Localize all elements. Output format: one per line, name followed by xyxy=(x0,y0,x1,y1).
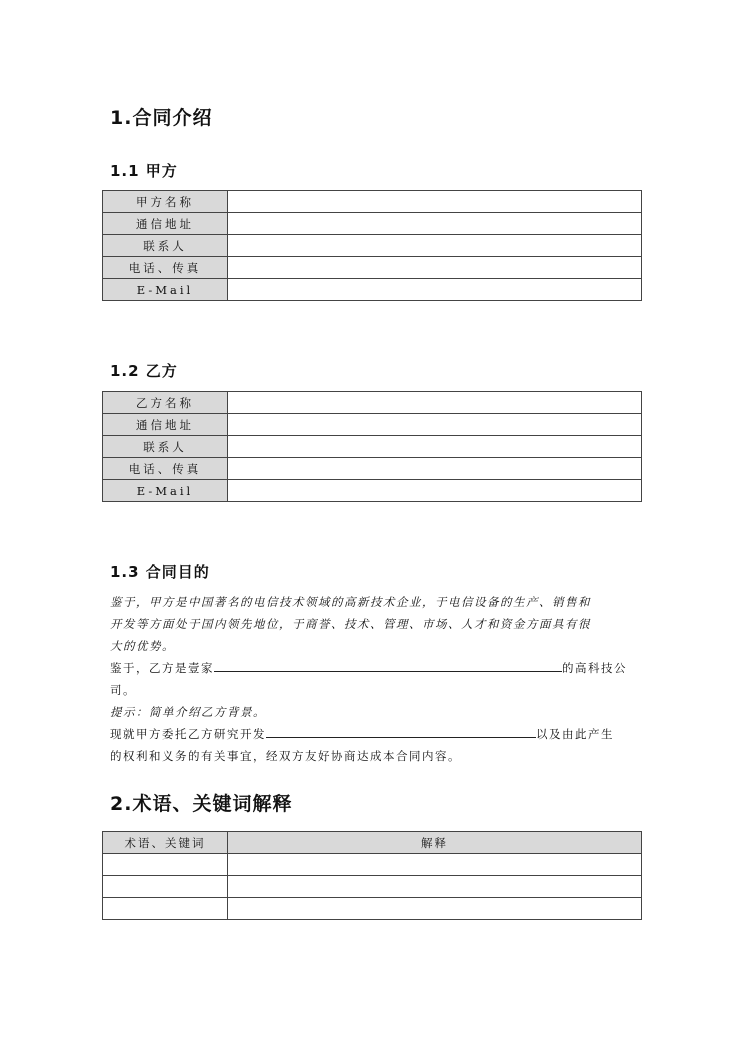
purpose-line-4-prefix: 鉴于，乙方是壹家 xyxy=(110,661,214,675)
party-a-value-contact[interactable] xyxy=(228,235,642,257)
party-b-value-email[interactable] xyxy=(228,480,642,502)
party-b-label-contact: 联系人 xyxy=(103,436,228,458)
terms-header-term: 术语、关键词 xyxy=(103,832,228,854)
section-2-title: 2.术语、关键词解释 xyxy=(110,793,293,815)
table-row xyxy=(103,876,642,898)
table-row xyxy=(103,480,642,502)
party-a-value-address[interactable] xyxy=(228,213,642,235)
party-a-value-name[interactable] xyxy=(228,191,642,213)
table-row xyxy=(103,191,642,213)
party-a-label-email: E-Mail xyxy=(103,279,228,301)
section-1-title: 1.合同介绍 xyxy=(110,107,213,129)
party-b-label-name: 乙方名称 xyxy=(103,392,228,414)
purpose-line-7-suffix: 以及由此产生 xyxy=(536,727,614,741)
party-a-label-phone: 电话、传真 xyxy=(103,257,228,279)
purpose-line-2: 开发等方面处于国内领先地位，于商誉、技术、管理、市场、人才和资金方面具有很 xyxy=(110,617,591,631)
terms-cell-term[interactable] xyxy=(103,876,228,898)
purpose-line-7-prefix: 现就甲方委托乙方研究开发 xyxy=(110,727,266,741)
party-b-label-address: 通信地址 xyxy=(103,414,228,436)
table-row xyxy=(103,436,642,458)
table-row xyxy=(103,458,642,480)
terms-header-explanation: 解释 xyxy=(228,832,642,854)
party-a-value-email[interactable] xyxy=(228,279,642,301)
table-header-row xyxy=(103,832,642,854)
terms-cell-term[interactable] xyxy=(103,898,228,920)
terms-cell-explanation[interactable] xyxy=(228,854,642,876)
table-row xyxy=(103,257,642,279)
project-blank[interactable] xyxy=(266,723,536,738)
purpose-line-4-suffix: 的高科技公 xyxy=(562,661,627,675)
table-row xyxy=(103,235,642,257)
terms-cell-explanation[interactable] xyxy=(228,876,642,898)
table-row xyxy=(103,392,642,414)
terms-cell-term[interactable] xyxy=(103,854,228,876)
table-row xyxy=(103,279,642,301)
table-row xyxy=(103,414,642,436)
party-a-label-name: 甲方名称 xyxy=(103,191,228,213)
purpose-hint: 提示：简单介绍乙方背景。 xyxy=(110,705,266,719)
section-1-3-title: 1.3 合同目的 xyxy=(110,563,210,581)
party-a-label-address: 通信地址 xyxy=(103,213,228,235)
purpose-line-1: 鉴于，甲方是中国著名的电信技术领域的高新技术企业，于电信设备的生产、销售和 xyxy=(110,595,591,609)
party-a-value-phone[interactable] xyxy=(228,257,642,279)
party-b-value-address[interactable] xyxy=(228,414,642,436)
party-b-value-phone[interactable] xyxy=(228,458,642,480)
terms-cell-explanation[interactable] xyxy=(228,898,642,920)
party-a-label-contact: 联系人 xyxy=(103,235,228,257)
purpose-line-4 xyxy=(110,657,627,679)
section-1-1-title: 1.1 甲方 xyxy=(110,162,178,180)
party-b-label-phone: 电话、传真 xyxy=(103,458,228,480)
party-b-label-email: E-Mail xyxy=(103,480,228,502)
party-b-table xyxy=(102,391,642,502)
terms-table xyxy=(102,831,642,920)
table-row xyxy=(103,898,642,920)
table-row xyxy=(103,213,642,235)
purpose-line-3: 大的优势。 xyxy=(110,639,175,653)
company-type-blank[interactable] xyxy=(214,657,562,672)
purpose-line-8: 的权利和义务的有关事宜，经双方友好协商达成本合同内容。 xyxy=(110,749,461,763)
party-b-value-contact[interactable] xyxy=(228,436,642,458)
party-b-value-name[interactable] xyxy=(228,392,642,414)
purpose-line-5: 司。 xyxy=(110,683,136,697)
party-a-table xyxy=(102,190,642,301)
section-1-2-title: 1.2 乙方 xyxy=(110,362,178,380)
table-row xyxy=(103,854,642,876)
purpose-line-7 xyxy=(110,723,614,745)
